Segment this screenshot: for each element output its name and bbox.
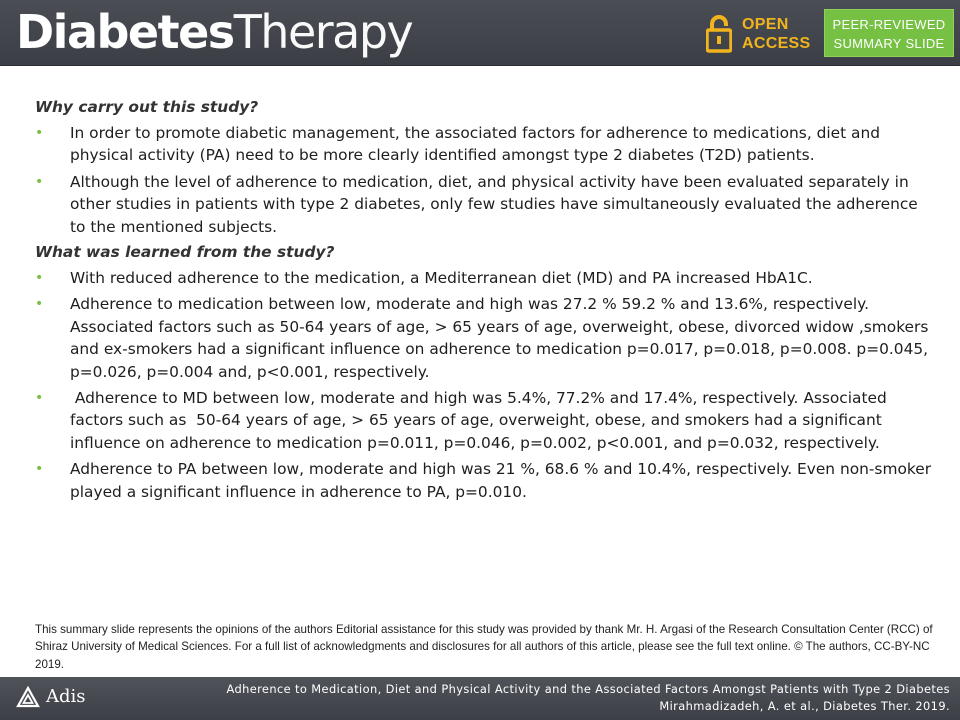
journal-logo bbox=[16, 2, 412, 62]
bullet-item bbox=[35, 171, 935, 238]
open-access-line2: ACCESS bbox=[742, 35, 811, 52]
footer-bar bbox=[0, 677, 960, 720]
bullet-item bbox=[35, 267, 935, 289]
summary-content bbox=[35, 96, 935, 506]
peer-reviewed-badge bbox=[824, 9, 954, 57]
article-title: Adherence to Medication, Diet and Physical Activity and the Associated Factors Amongst Patients with Type 2 Diabetes bbox=[226, 682, 950, 696]
badge-line2: SUMMARY SLIDE bbox=[833, 36, 945, 51]
bullet-dot: • bbox=[35, 125, 44, 141]
section-heading-why: Why carry out this study? bbox=[35, 98, 259, 116]
bullet-dot: • bbox=[35, 270, 44, 287]
bullet-dot: • bbox=[35, 296, 44, 313]
badge-line1: PEER-REVIEWED bbox=[832, 17, 946, 32]
bullet-text: Although the level of adherence to medication, diet, and physical activity have been evaluated separately in other studies in patients with type 2 diabetes, only few studies have simultaneously evaluated the adherence to the mentioned subjects. bbox=[70, 172, 918, 236]
bullet-item bbox=[35, 458, 935, 503]
publisher-logo bbox=[16, 685, 86, 709]
bullet-text: Adherence to medication between low, moderate and high was 27.2 % 59.2 % and 13.6%, respectively. Associated factors such as 50-64 years of age, > 65 years of age, overweight, obese, divorced widow ,smokers and ex-smokers had a significant influence on adherence to medication p=0.017, p=0.018, p=0.008. p=0.045, p=0.026, p=0.004 and, p<0.001, respectively. bbox=[70, 295, 929, 381]
disclaimer-text: This summary slide represents the opinions of the authors Editorial assistance for this study was provided by thank Mr. H. Argasi of the Research Consultation Center (RCC) of Shiraz University of Medical Sciences. For a full list of acknowledgments and disclosures for all authors of this article, please see the full text online. © The authors, CC-BY-NC 2019. bbox=[35, 623, 933, 671]
bullet-item bbox=[35, 387, 935, 454]
bullet-list-why bbox=[35, 122, 935, 238]
bullet-text: Adherence to PA between low, moderate and high was 21 %, 68.6 % and 10.4%, respectively. Even non-smoker played a significant influence in adherence to PA, p=0.010. bbox=[70, 460, 932, 501]
logo-light-text: Therapy bbox=[233, 5, 413, 59]
bullet-text: With reduced adherence to the medication, a Mediterranean diet (MD) and PA increased HbA1C. bbox=[70, 269, 813, 288]
bullet-text: In order to promote diabetic management, the associated factors for adherence to medications, diet and physical activity (PA) need to be more clearly identified amongst type 2 diabetes (T2D) patients. bbox=[70, 124, 881, 165]
logo-bold-text: Diabetes bbox=[16, 5, 234, 59]
article-citation: Mirahmadizadeh, A. et al., Diabetes Ther. 2019. bbox=[659, 699, 950, 713]
bullet-list-learned bbox=[35, 267, 935, 503]
bullet-dot: • bbox=[35, 461, 44, 478]
bullet-dot: • bbox=[35, 173, 44, 190]
open-access-line1: OPEN bbox=[742, 16, 789, 33]
footer-citation bbox=[226, 681, 950, 715]
lock-icon bbox=[706, 15, 732, 53]
bullet-text: Adherence to MD between low, moderate and high was 5.4%, 77.2% and 17.4%, respectively. Associated factors such as 50-64 years of age, > 65 years of age, overweight, obese, and smokers had a significant influence on adherence to medication p=0.011, p=0.046, p=0.002, p<0.001, and p=0.032, respectively. bbox=[70, 389, 892, 452]
header-bar bbox=[0, 0, 960, 66]
publisher-name: Adis bbox=[46, 686, 86, 707]
bullet-dot: • bbox=[35, 390, 44, 407]
bullet-item bbox=[35, 293, 935, 383]
adis-triangle-icon bbox=[16, 686, 40, 708]
section-heading-learned: What was learned from the study? bbox=[35, 243, 335, 262]
open-access-badge bbox=[706, 14, 810, 54]
bullet-item bbox=[35, 122, 935, 167]
